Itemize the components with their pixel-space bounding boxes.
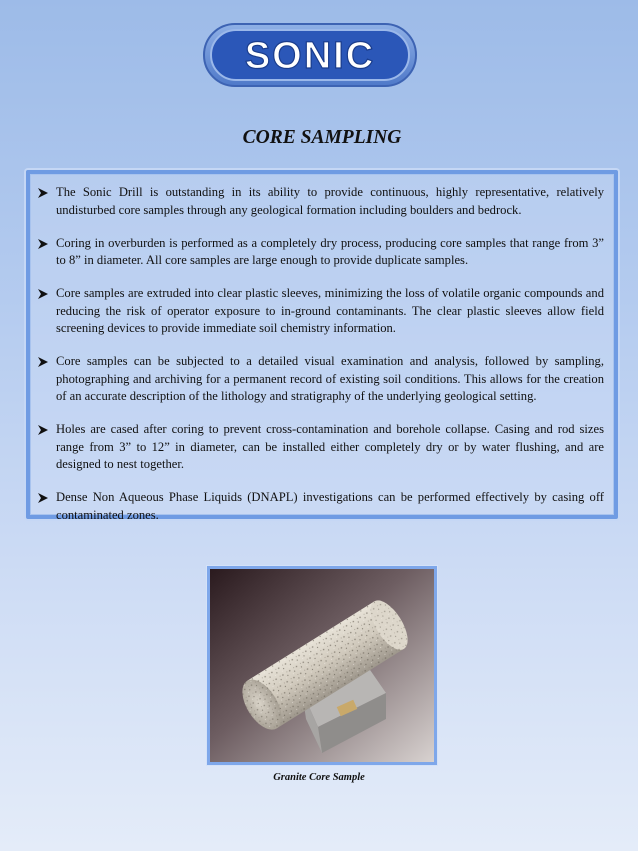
- bullet-text: Coring in overburden is performed as a completely dry process, producing core samples that range from 3” to 8” in diameter. All core samples are large enough to provide duplicate samples.: [56, 235, 604, 267]
- list-item: [38, 489, 604, 524]
- bullet-text: Core samples can be subjected to a detailed visual examination and analysis, followed by sampling, photographing and archiving for a permanent record of existing soil conditions. This allows for the creation of an accurate description of the lithology and stratigraphy of the underlying geological setting.: [56, 354, 604, 403]
- list-item: [38, 235, 604, 270]
- sonic-logo-text: SONIC: [244, 35, 376, 77]
- arrowhead-bullet-icon: [38, 184, 56, 198]
- bullet-text: The Sonic Drill is outstanding in its ability to provide continuous, highly representative, relatively undisturbed core samples through any geological formation including boulders and bedrock.: [56, 185, 604, 217]
- bullet-text: Core samples are extruded into clear plastic sleeves, minimizing the loss of volatile organic compounds and reducing the risk of operator exposure to in-ground contaminants. The clear plastic sleeves allow field screening devices to provide immediate soil chemistry information.: [56, 286, 604, 335]
- list-item: [38, 184, 604, 219]
- granite-core-photo: [207, 566, 437, 765]
- sonic-logo-graphic: [203, 22, 417, 88]
- list-item: [38, 353, 604, 406]
- page-title: CORE SAMPLING: [242, 127, 402, 148]
- bullet-list: [38, 184, 604, 524]
- bullet-text: Holes are cased after coring to prevent cross-contamination and borehole collapse. Casing and rod sizes range from 3” to 12” in diameter, can be installed either completely dry or by water flushing, and are designed to nest together.: [56, 422, 604, 471]
- list-item: [38, 421, 604, 474]
- arrowhead-bullet-icon: [38, 489, 56, 503]
- arrowhead-bullet-icon: [38, 353, 56, 367]
- bullet-text: Dense Non Aqueous Phase Liquids (DNAPL) investigations can be performed effectively by casing off contaminated zones.: [56, 490, 604, 522]
- content-panel: [26, 170, 618, 522]
- arrowhead-bullet-icon: [38, 285, 56, 299]
- list-item: [38, 285, 604, 338]
- arrowhead-bullet-icon: [38, 421, 56, 435]
- arrowhead-bullet-icon: [38, 235, 56, 249]
- sonic-logo: [203, 22, 417, 88]
- granite-core-illustration: [210, 569, 434, 762]
- figure-caption: Granite Core Sample: [273, 772, 365, 783]
